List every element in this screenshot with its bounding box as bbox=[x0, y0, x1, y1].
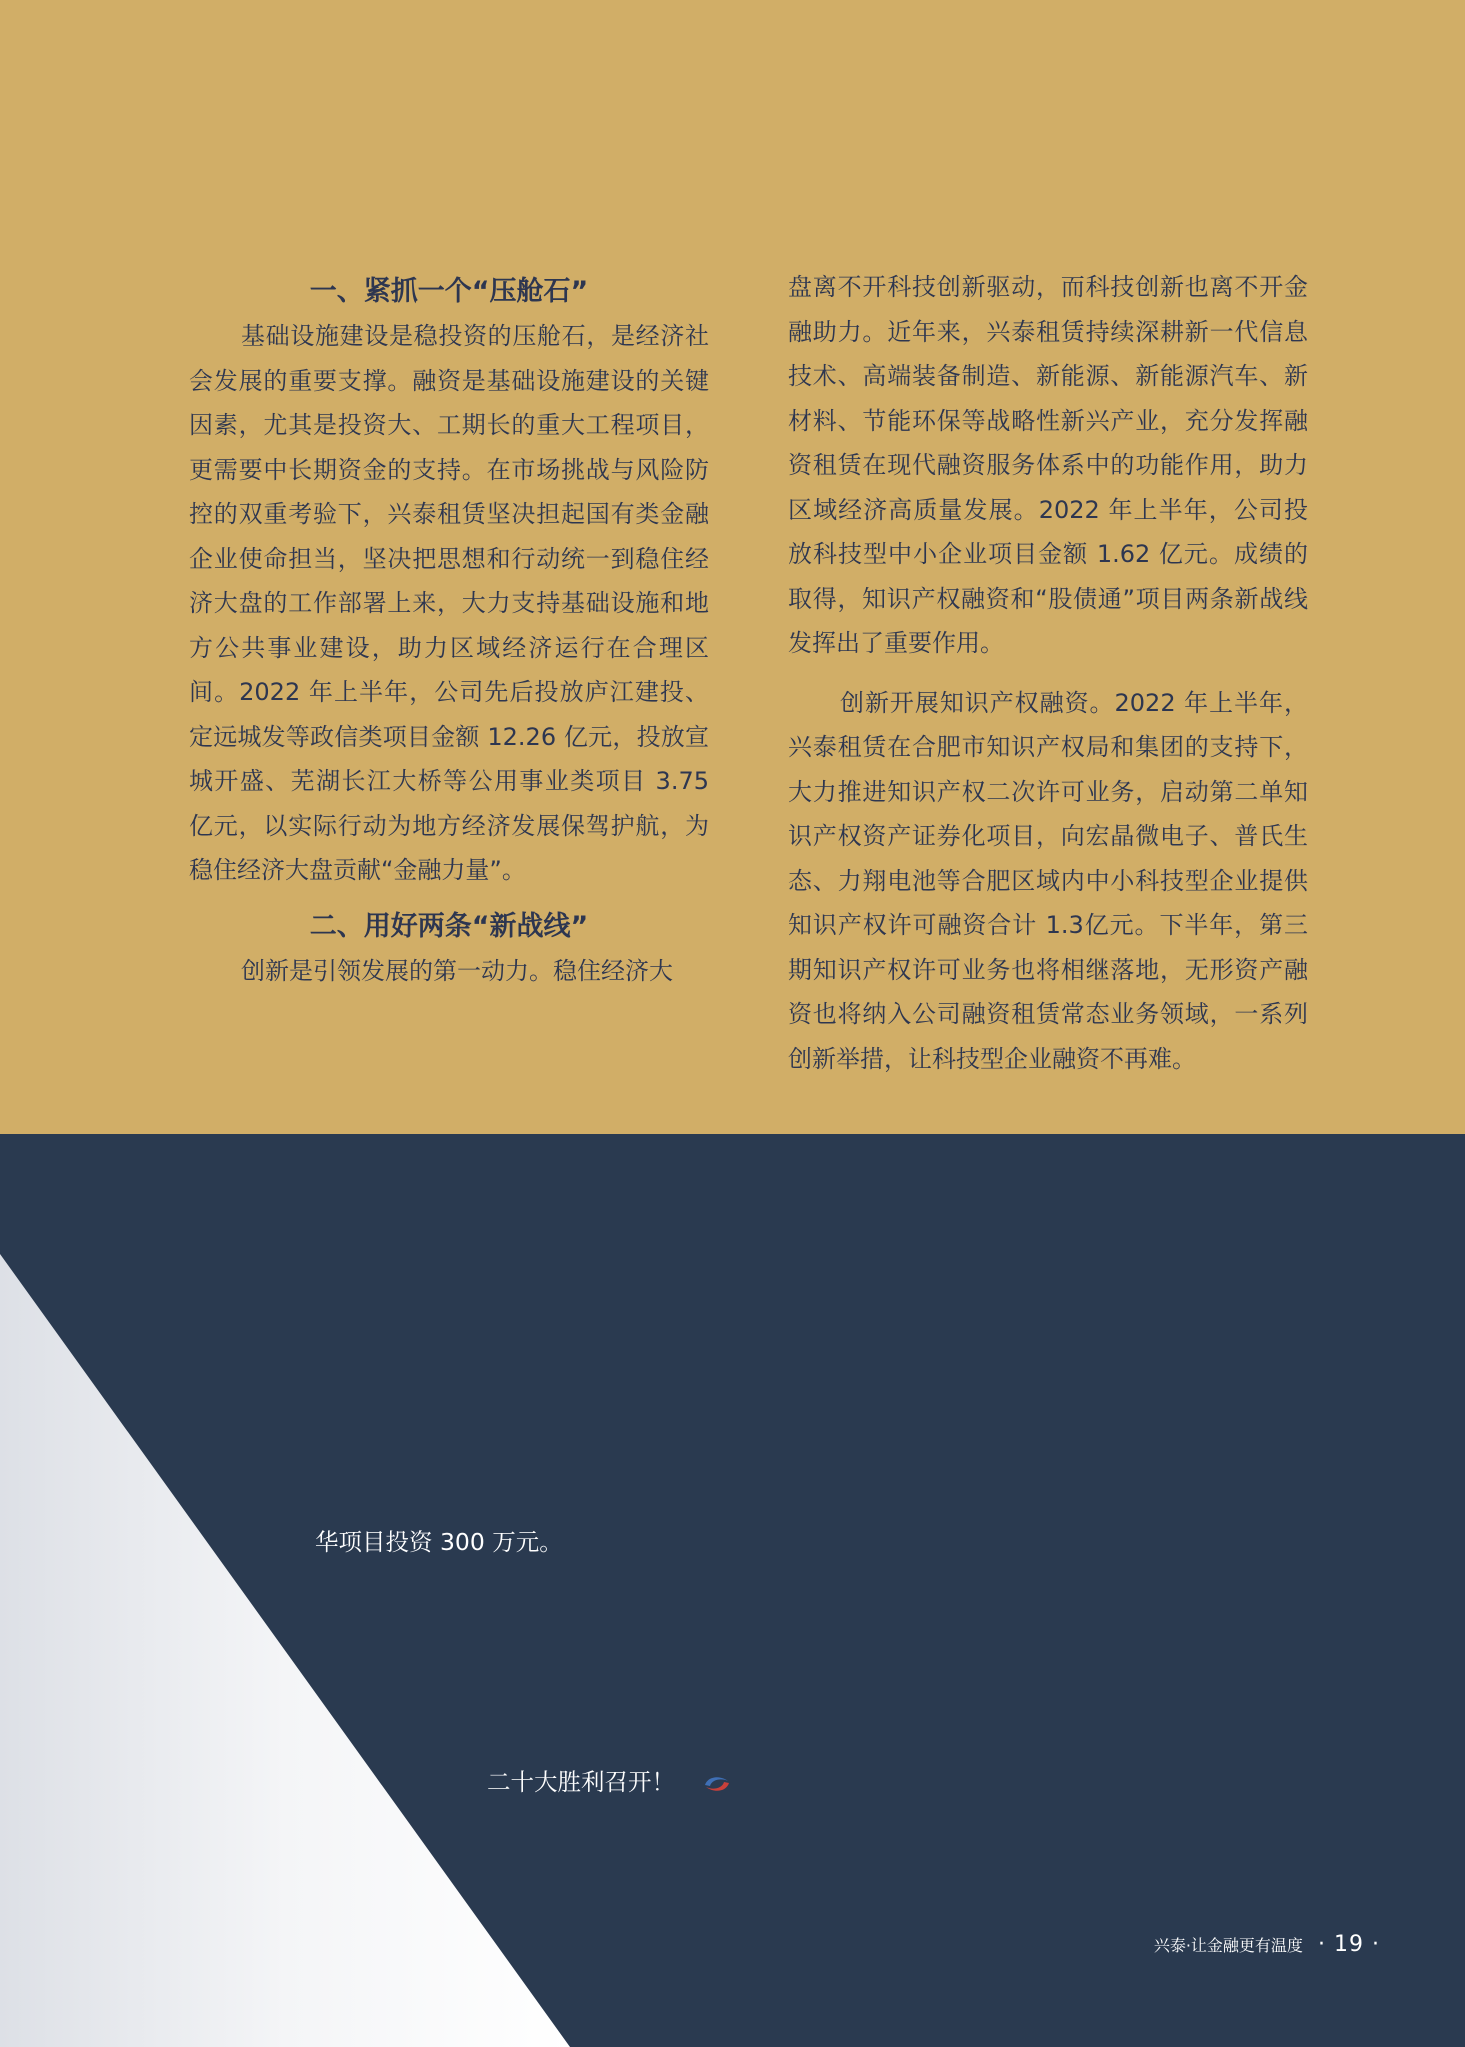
left-paragraph-1: 基础设施建设是稳投资的压舱石，是经济社会发展的重要支撑。融资是基础设施建设的关键因素，尤其是投资大、工期长的重大工程项目，更需要中长期资金的支持。在市场挑战与风险防控的双重考验下，兴泰租赁坚决担起国有类金融企业使命担当，坚决把思想和行动统一到稳住经济大盘的工作部署上来，大力支持基础设施和地方公共事业建设，助力区域经济运行在合理区间。2022 年上半年，公司先后投放庐江建投、定远城发等政信类项目金额 12.26 亿元，投放宣城开盛、芜湖长江大桥等公用事业类项目 3.75 亿元，以实际行动为地方经济发展保驾护航，为稳住经济大盘贡献“金融力量”。 bbox=[189, 322, 709, 884]
page-footer bbox=[1154, 1932, 1380, 1957]
lower-p1-line: 华项目投资 300 万元。 bbox=[315, 1528, 563, 1556]
white-triangle-decoration bbox=[0, 1134, 1465, 2047]
left-column bbox=[189, 270, 709, 993]
closing-text: 二十大胜利召开！ bbox=[487, 1768, 675, 1796]
right-paragraph-2: 创新开展知识产权融资。2022 年上半年，兴泰租赁在合肥市知识产权局和集团的支持下，大力推进知识产权二次许可业务，启动第二单知识产权资产证券化项目，向宏晶微电子、普氏生态、力翔电池等合肥区域内中小科技型企业提供知识产权许可融资合计 1.3亿元。下半年，第三期知识产权许可业务也将相继落地，无形资产融资也将纳入公司融资租赁常态业务领域，一系列创新举措，让科技型企业融资不再难。 bbox=[788, 688, 1308, 1073]
section-heading-2: 二、用好两条“新战线” bbox=[309, 910, 589, 942]
right-column bbox=[788, 265, 1308, 1081]
lower-p2-last-line bbox=[487, 1760, 732, 1805]
bottom-navy-section bbox=[0, 1134, 1465, 2047]
right-paragraph-1: 盘离不开科技创新驱动，而科技创新也离不开金融助力。近年来，兴泰租赁持续深耕新一代信息技术、高端装备制造、新能源、新能源汽车、新材料、节能环保等战略性新兴产业，充分发挥融资租赁在现代融资服务体系中的功能作用，助力区域经济高质量发展。2022 年上半年，公司投放科技型中小企业项目金额 1.62 亿元。成绩的取得，知识产权融资和“股债通”项目两条新战线发挥出了重要作用。 bbox=[788, 273, 1308, 657]
company-logo-icon bbox=[702, 1773, 732, 1795]
page-number: · 19 · bbox=[1318, 1932, 1380, 1957]
section-heading-1: 一、紧抓一个“压舱石” bbox=[309, 276, 589, 307]
left-paragraph-2-start: 创新是引领发展的第一动力。稳住经济大 bbox=[241, 956, 673, 985]
footer-slogan: 兴泰·让金融更有温度 bbox=[1153, 1936, 1303, 1955]
